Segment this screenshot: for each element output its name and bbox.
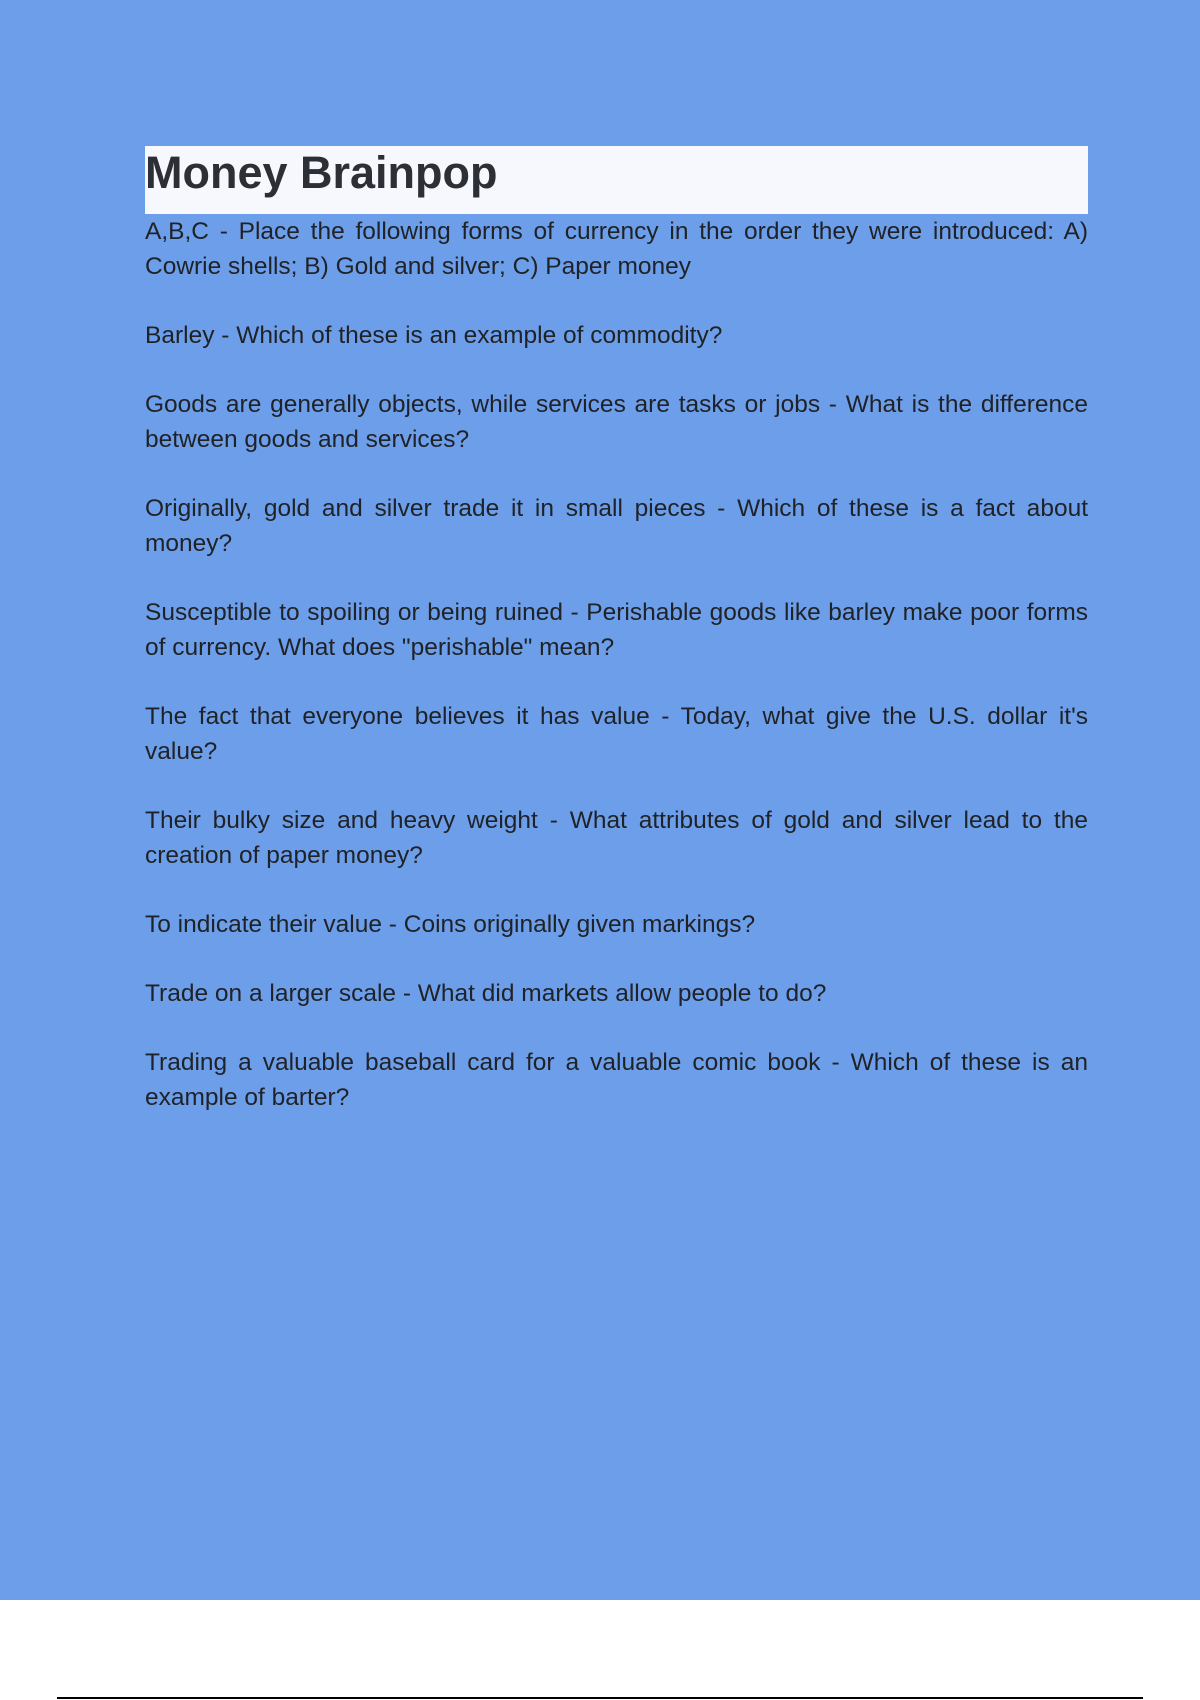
qa-item: A,B,C - Place the following forms of currency in the order they were introduced: A) Cowrie shells; B) Gold and silver; C) Paper money [145, 218, 1088, 280]
qa-item: Their bulky size and heavy weight - What attributes of gold and silver lead to the creation of paper money? [145, 807, 1088, 869]
qa-item: Trade on a larger scale - What did markets allow people to do? [145, 980, 827, 1007]
qa-item: Goods are generally objects, while services are tasks or jobs - What is the difference between goods and services? [145, 391, 1088, 453]
page-title: Money Brainpop [145, 147, 498, 198]
qa-item: The fact that everyone believes it has value - Today, what give the U.S. dollar it's value? [145, 703, 1088, 765]
qa-item: Trading a valuable baseball card for a valuable comic book - Which of these is an example of barter? [145, 1049, 1088, 1111]
document-content [145, 146, 1088, 1115]
qa-item: Originally, gold and silver trade it in small pieces - Which of these is a fact about money? [145, 495, 1088, 557]
footer-divider [57, 1697, 1143, 1699]
title-highlight [145, 146, 1088, 214]
qa-item: Susceptible to spoiling or being ruined - Perishable goods like barley make poor forms of currency. What does "perishable" mean? [145, 599, 1088, 661]
qa-item: Barley - Which of these is an example of commodity? [145, 322, 723, 349]
qa-item: To indicate their value - Coins originally given markings? [145, 911, 756, 938]
